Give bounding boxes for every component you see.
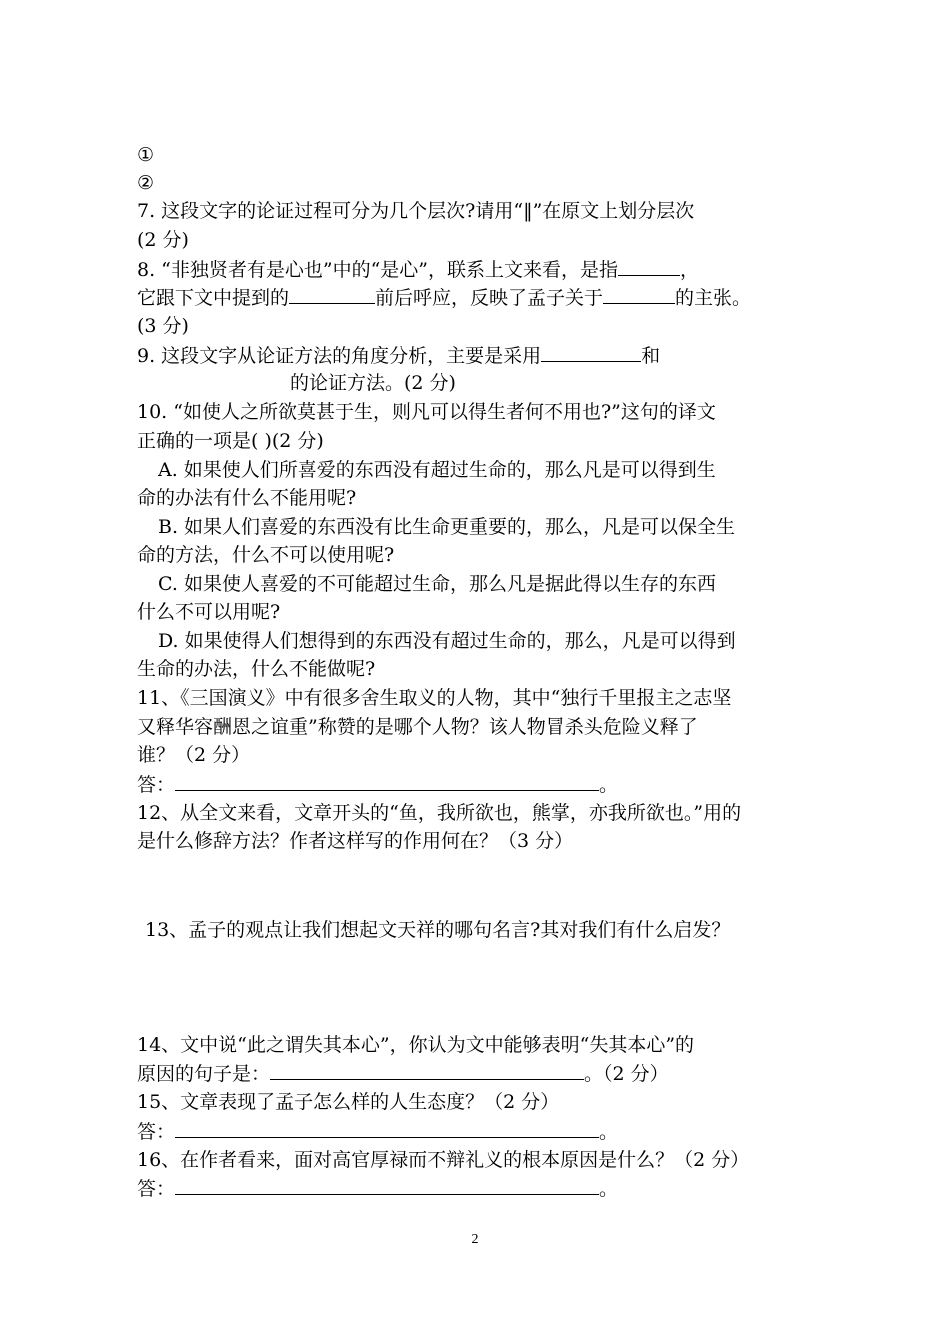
question-12-line2: 是什么修辞方法？作者这样写的作用何在？（3 分）	[137, 830, 574, 852]
item-marker-2: ②	[137, 172, 155, 194]
question-14: 14、文中说“此之谓失其本心”，你认为文中能够表明“失其本心”的	[137, 1034, 695, 1056]
answer-blank[interactable]	[603, 283, 675, 304]
answer-blank[interactable]	[541, 341, 641, 362]
option-d[interactable]: D. 如果使得人们想得到的东西没有超过生命的，那么，凡是可以得到	[158, 630, 736, 652]
question-10-line2: 正确的一项是( )(2 分)	[137, 430, 324, 452]
option-b[interactable]: B. 如果人们喜爱的东西没有比生命更重要的，那么，凡是可以保全生	[158, 516, 736, 538]
question-12: 12、从全文来看，文章开头的“鱼，我所欲也，熊掌，亦我所欲也。”用的	[137, 802, 742, 824]
answer-blank[interactable]	[270, 1059, 584, 1080]
question-7: 7. 这段文字的论证过程可分为几个层次?请用“‖”在原文上划分层次	[137, 200, 695, 222]
answer-blank[interactable]	[289, 283, 375, 304]
answer-blank[interactable]	[175, 1117, 599, 1138]
answer-line-16: 答： 。	[137, 1174, 817, 1203]
answer-blank[interactable]	[175, 770, 599, 791]
question-8-line1: 8. “非独贤者有是心也”中的“是心”，联系上文来看，是指 ，	[137, 255, 817, 284]
question-9-line2: 的论证方法。(2 分)	[290, 372, 456, 394]
question-16: 16、在作者看来，面对高官厚禄而不辩礼义的根本原因是什么？（2 分）	[137, 1149, 750, 1171]
question-14-line2: 原因的句子是： 。（2 分）	[137, 1059, 817, 1088]
option-c[interactable]: C. 如果使人喜爱的不可能超过生命，那么凡是据此得以生存的东西	[158, 573, 716, 595]
option-b-cont: 命的方法，什么不可以使用呢?	[137, 544, 395, 566]
question-11: 11、《三国演义》中有很多舍生取义的人物，其中“独行千里报主之志坚	[137, 687, 732, 709]
question-15: 15、文章表现了孟子怎么样的人生态度？（2 分）	[137, 1091, 560, 1113]
answer-blank[interactable]	[618, 255, 680, 276]
question-10: 10. “如使人之所欲莫甚于生，则凡可以得生者何不用也?”这句的译文	[137, 401, 716, 423]
page-number: 2	[471, 1232, 479, 1247]
question-8-line2: 它跟下文中提到的 前后呼应，反映了孟子关于 的主张。	[137, 283, 817, 312]
question-13: 13、孟子的观点让我们想起文天祥的哪句名言?其对我们有什么启发？	[145, 919, 731, 941]
option-a-cont: 命的办法有什么不能用呢?	[137, 487, 357, 509]
answer-line-11: 答： 。	[137, 770, 817, 799]
question-11-line2: 又释华容酬恩之谊重”称赞的是哪个人物？该人物冒杀头危险义释了	[137, 716, 698, 738]
answer-line-15: 答： 。	[137, 1117, 817, 1146]
option-d-cont: 生命的办法，什么不能做呢?	[137, 658, 376, 680]
item-marker-1: ①	[137, 144, 155, 166]
question-11-line3: 谁？（2 分）	[137, 744, 251, 766]
question-8-score: (3 分)	[137, 315, 189, 337]
option-a[interactable]: A. 如果使人们所喜爱的东西没有超过生命的，那么凡是可以得到生	[158, 459, 716, 481]
option-c-cont: 什么不可以用呢?	[137, 601, 281, 623]
question-9-line1: 9. 这段文字从论证方法的角度分析，主要是采用 和	[137, 341, 817, 370]
question-7-score: (2 分)	[137, 229, 189, 251]
answer-blank[interactable]	[175, 1174, 599, 1195]
